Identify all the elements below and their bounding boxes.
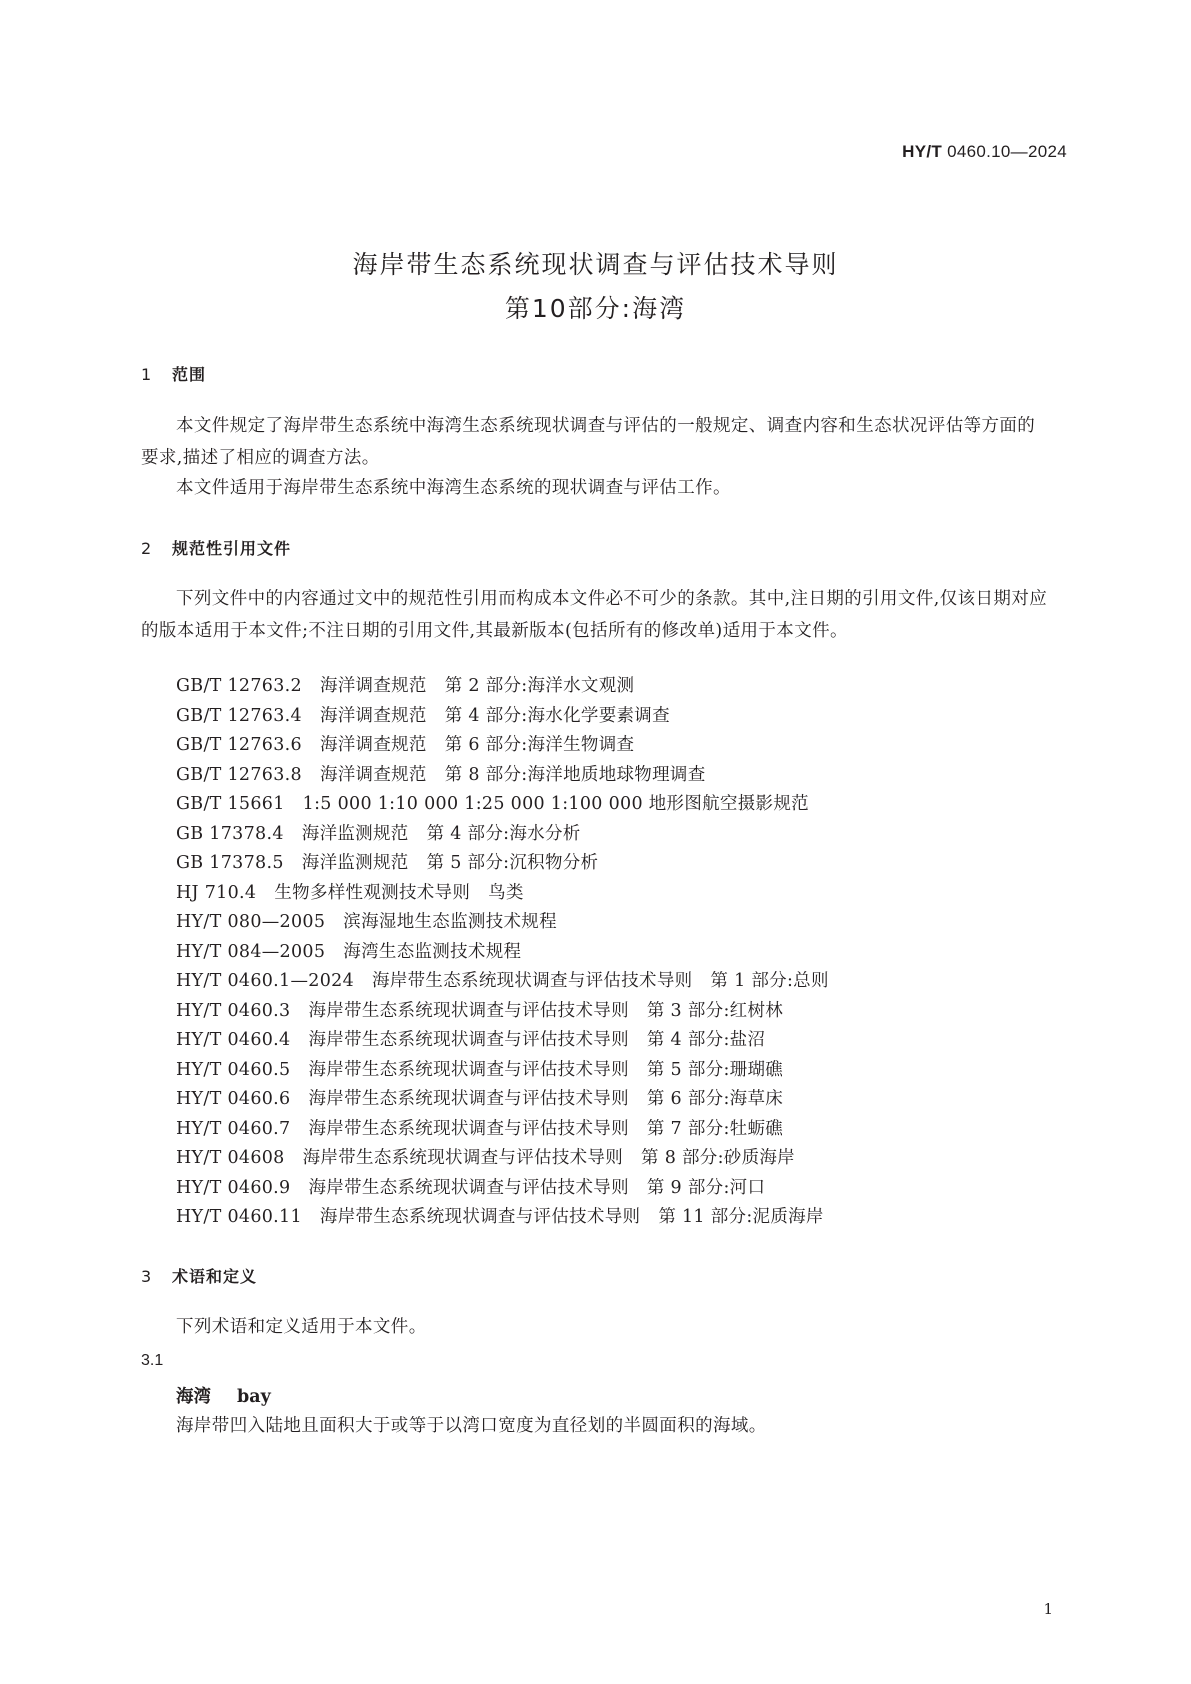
reference-part: 第 4 部分:盐沼 [646,1030,766,1050]
reference-title: 海岸带生态系统现状调查与评估技术导则 [308,1177,629,1198]
reference-part: 第 6 部分:海草床 [646,1089,784,1109]
section-number: 1 [141,365,153,384]
section-number: 3 [141,1267,153,1286]
section-heading-normative-refs [141,536,291,559]
reference-title: 海洋调查规范 [319,676,427,696]
reference-code: HY/T 0460.3 [176,1000,291,1021]
reference-part: 第 3 部分:红树林 [646,1000,784,1021]
reference-list [176,672,829,1233]
reference-title: 海岸带生态系统现状调查与评估技术导则 [319,1207,641,1227]
reference-code: HY/T 0460.6 [176,1089,291,1109]
reference-item [176,1144,829,1174]
term-english: bay [237,1387,271,1407]
reference-part: 第 1 部分:总则 [710,971,829,991]
reference-code: GB/T 12763.4 [176,705,302,726]
standard-code-number: 0460.10—2024 [947,142,1067,161]
reference-title: 海洋调查规范 [319,764,427,785]
reference-part: 第 4 部分:海水分析 [426,823,581,844]
reference-item [176,908,829,938]
scope-paragraph: 本文件规定了海岸带生态系统中海湾生态系统现状调查与评估的一般规定、调查内容和生态状况评估等方面的要求,描述了相应的调查方法。 [141,416,1036,468]
reference-item [176,967,829,997]
reference-item [176,1115,829,1145]
document-title: 海岸带生态系统现状调查与评估技术导则 [352,250,839,279]
reference-title: 海岸带生态系统现状调查与评估技术导则 [308,1030,629,1050]
reference-item [176,1174,829,1204]
reference-item [176,761,829,791]
reference-part: 第 6 部分:海洋生物调查 [444,735,635,755]
reference-code: HY/T 0460.1—2024 [176,971,355,991]
reference-part: 第 11 部分:泥质海岸 [658,1207,824,1227]
reference-item [176,1085,829,1115]
reference-code: GB/T 12763.6 [176,735,302,755]
section-heading-terms [141,1264,257,1287]
section-number: 2 [141,539,153,558]
reference-item [176,731,829,761]
reference-title: 滨海湿地生态监测技术规程 [343,912,557,932]
reference-code: GB/T 12763.2 [176,676,302,696]
reference-part: 第 9 部分:河口 [646,1177,766,1198]
section-title: 术语和定义 [172,1267,258,1286]
document-subtitle: 第10部分:海湾 [504,294,687,323]
reference-title: 海岸带生态系统现状调查与评估技术导则 [372,971,693,991]
reference-item [176,879,829,909]
reference-item [176,849,829,879]
reference-title: 海洋调查规范 [319,735,427,755]
reference-item [176,997,829,1027]
reference-code: HY/T 0460.5 [176,1059,291,1080]
reference-item [176,702,829,732]
section-title: 规范性引用文件 [172,539,292,558]
reference-part: 第 5 部分:沉积物分析 [426,853,599,873]
reference-item [176,1026,829,1056]
reference-title: 海洋调查规范 [319,705,427,726]
reference-title: 海洋监测规范 [301,853,409,873]
reference-code: HY/T 04608 [176,1148,285,1168]
normative-refs-intro: 下列文件中的内容通过文中的规范性引用而构成本文件必不可少的条款。其中,注日期的引用文件,仅该日期对应的版本适用于本文件;不注日期的引用文件,其最新版本(包括所有的修改单)适用于本文件。 [141,589,1048,641]
reference-title: 海岸带生态系统现状调查与评估技术导则 [308,1059,629,1080]
reference-item [176,820,829,850]
reference-item [176,672,829,702]
terms-intro: 下列术语和定义适用于本文件。 [176,1317,427,1337]
reference-code: GB/T 12763.8 [176,764,302,785]
standard-code [902,142,1067,162]
section-heading-scope [141,362,206,385]
term-chinese: 海湾 [176,1387,211,1407]
page-number: 1 [1043,1600,1053,1618]
reference-part: 鸟类 [488,882,524,903]
reference-title: 海岸带生态系统现状调查与评估技术导则 [308,1118,629,1139]
reference-part: 第 7 部分:牡蛎礁 [646,1118,784,1139]
reference-title: 生物多样性观测技术导则 [274,882,471,903]
reference-code: HY/T 0460.11 [176,1207,302,1227]
reference-title: 海洋监测规范 [301,823,409,844]
reference-code: GB 17378.4 [176,823,284,844]
reference-item [176,790,829,820]
term-definition: 海岸带凹入陆地且面积大于或等于以湾口宽度为直径划的半圆面积的海域。 [176,1416,767,1436]
section-title: 范围 [172,365,207,384]
scope-paragraph: 本文件适用于海岸带生态系统中海湾生态系统的现状调查与评估工作。 [176,478,731,498]
reference-code: HY/T 0460.4 [176,1030,291,1050]
reference-part: 第 8 部分:海洋地质地球物理调查 [444,764,706,785]
reference-code: HY/T 0460.7 [176,1118,291,1139]
reference-code: GB 17378.5 [176,853,284,873]
reference-part: 第 5 部分:珊瑚礁 [646,1059,784,1080]
reference-item [176,1203,829,1233]
reference-title: 海岸带生态系统现状调查与评估技术导则 [302,1148,624,1168]
term-entry [176,1383,271,1408]
reference-code: HY/T 080—2005 [176,912,326,932]
reference-title: 海岸带生态系统现状调查与评估技术导则 [308,1000,629,1021]
reference-code: GB/T 15661 [176,794,285,814]
term-entry-number: 3.1 [141,1352,164,1369]
standard-code-prefix: HY/T [902,142,943,161]
reference-part: 第 8 部分:砂质海岸 [641,1148,795,1168]
reference-code: HJ 710.4 [176,882,257,903]
reference-code: HY/T 0460.9 [176,1177,291,1198]
reference-title: 海岸带生态系统现状调查与评估技术导则 [308,1089,629,1109]
reference-part: 第 2 部分:海洋水文观测 [444,676,635,696]
reference-title: 1:5 000 1:10 000 1:25 000 1:100 000 地形图航空摄影规范 [302,794,809,814]
reference-part: 第 4 部分:海水化学要素调查 [444,705,670,726]
reference-item [176,1056,829,1086]
reference-item [176,938,829,968]
reference-title: 海湾生态监测技术规程 [343,941,522,962]
reference-code: HY/T 084—2005 [176,941,326,962]
